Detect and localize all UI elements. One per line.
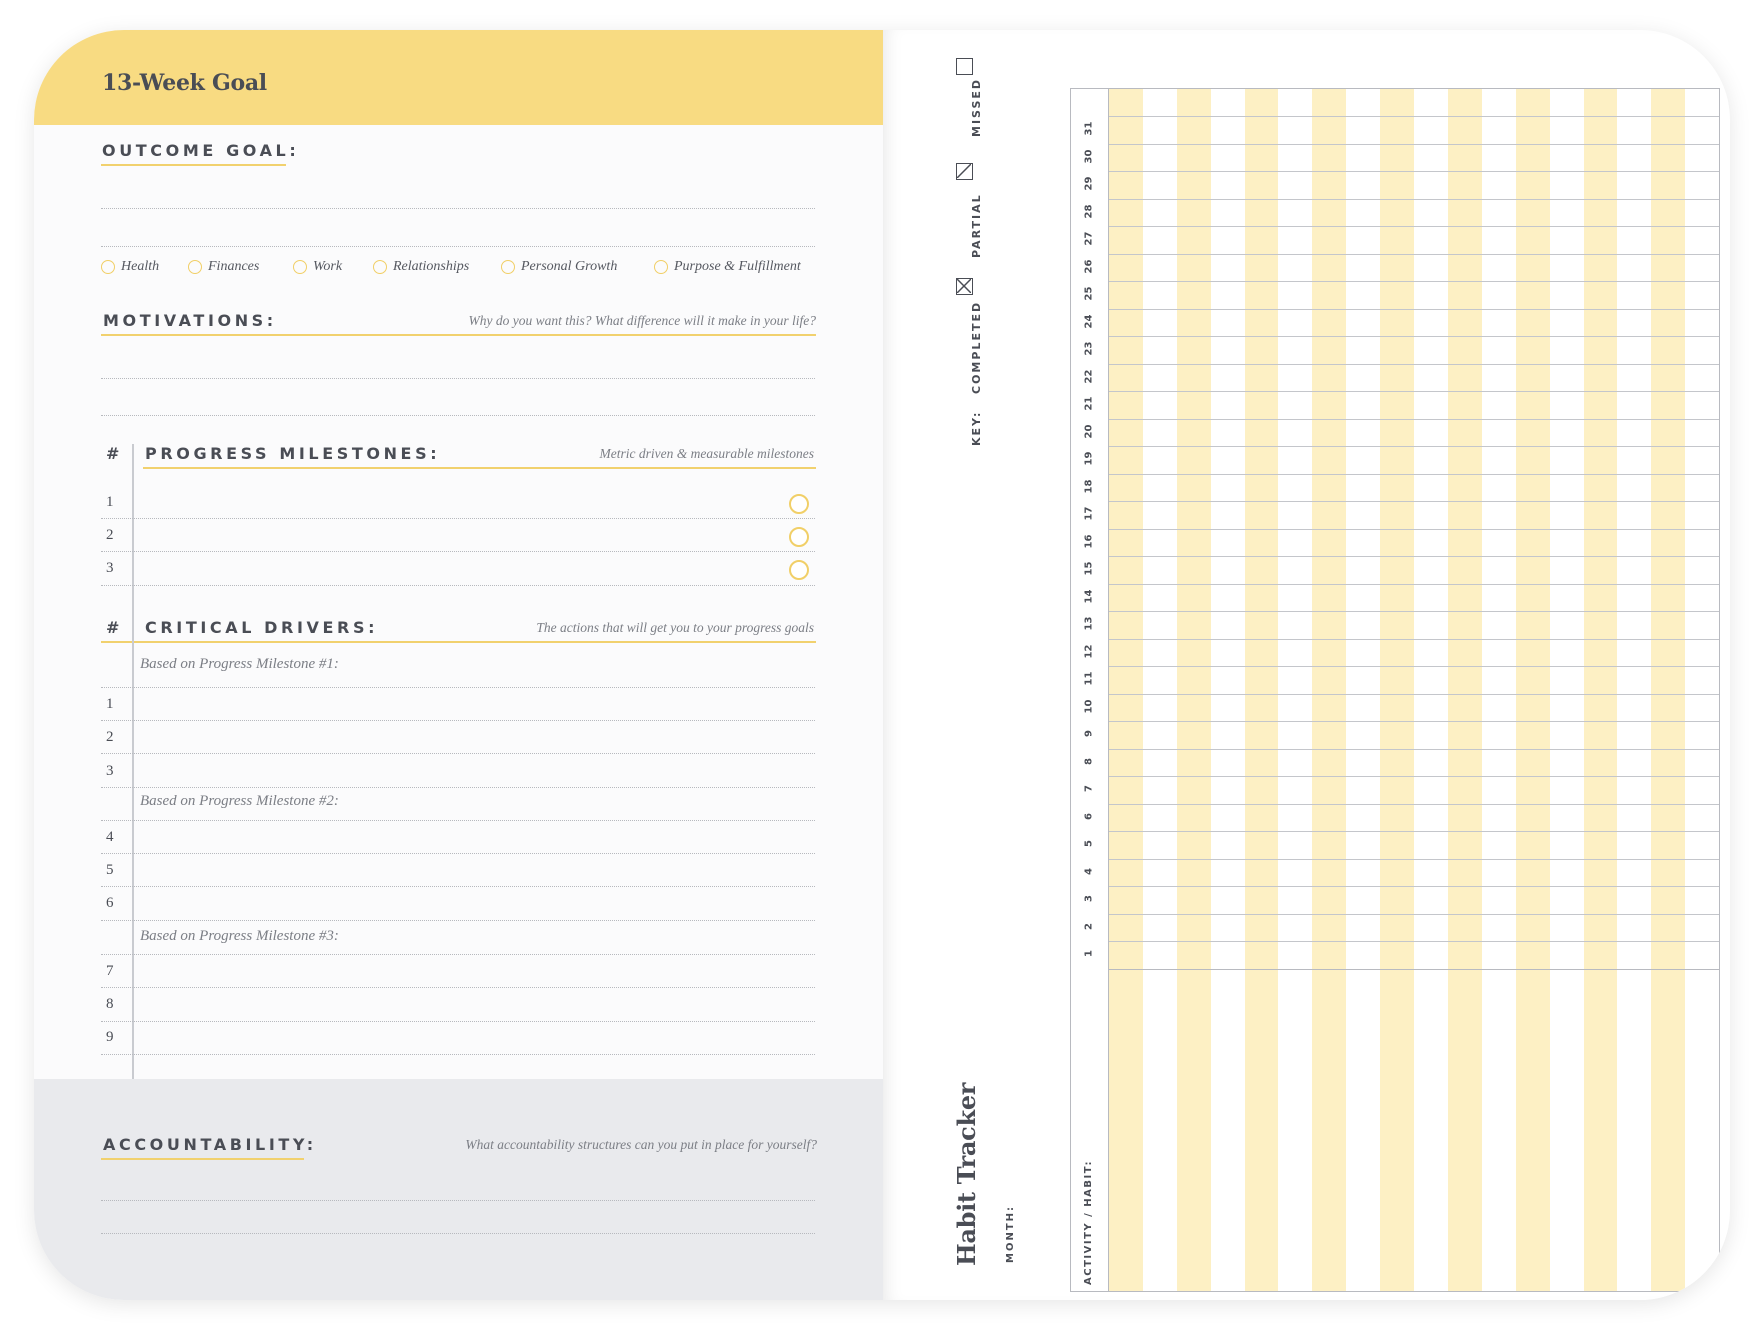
accountability-line[interactable] [101,1233,815,1234]
day-number: 21 [1083,396,1095,411]
goal-page [34,30,883,1300]
day-number: 17 [1083,506,1095,521]
day-row-line [1071,116,1719,117]
accountability-underline [101,1158,304,1160]
habit-column-stripe [1177,89,1211,1291]
area-option-health[interactable] [101,259,159,275]
day-number: 30 [1083,149,1095,163]
day-row-line [1071,914,1719,915]
completed-key-icon [956,278,973,295]
area-option-relationships[interactable] [373,259,469,275]
circle-checkbox-icon[interactable] [373,260,387,274]
habit-column-stripe [1245,89,1279,1291]
day-row-line [1071,941,1719,942]
driver-line[interactable] [101,753,815,754]
habit-column-stripe [1448,89,1482,1291]
driver-number: 2 [106,729,114,745]
day-number: 14 [1083,589,1095,603]
driver-number: 7 [106,963,114,979]
day-number: 2 [1083,922,1095,930]
milestone-check-icon[interactable] [789,494,809,514]
day-row-line [1071,419,1719,420]
planner-spread [34,30,1730,1300]
day-row-line [1071,776,1719,777]
day-number: 22 [1083,369,1095,383]
day-number: 4 [1083,867,1095,875]
day-row-line [1071,749,1719,750]
driver-line[interactable] [101,720,815,721]
day-number: 31 [1083,121,1095,136]
accountability-prompt: What accountability structures can you put in place for yourself? [465,1137,817,1152]
day-number: 26 [1083,259,1095,273]
day-number: 5 [1083,840,1095,847]
day-row-line [1071,611,1719,612]
driver-number: 9 [106,1029,114,1045]
motivations-heading: MOTIVATIONS: [103,311,277,330]
driver-line[interactable] [101,820,815,821]
outcome-goal-line[interactable] [101,208,815,209]
day-row-line [1071,831,1719,832]
milestone-check-icon[interactable] [789,560,809,580]
driver-line[interactable] [101,1054,815,1055]
outcome-goal-underline [101,164,286,166]
habit-grid[interactable] [1070,88,1720,1292]
day-row-line [1071,391,1719,392]
circle-checkbox-icon[interactable] [293,260,307,274]
habit-column-stripe [1380,89,1414,1291]
day-number: 29 [1083,176,1095,191]
driver-number: 3 [106,763,114,779]
day-row-line [1071,694,1719,695]
day-row-line [1071,886,1719,887]
day-row-line [1071,226,1719,227]
day-row-line [1071,556,1719,557]
circle-checkbox-icon[interactable] [501,260,515,274]
day-row-line [1071,254,1719,255]
day-number: 9 [1083,730,1095,737]
day-number: 12 [1083,644,1095,658]
day-row-line [1071,474,1719,475]
driver-number: 5 [106,862,114,878]
driver-number: 4 [106,829,114,845]
motivations-line[interactable] [101,378,815,379]
activity-habit-label: ACTIVITY / HABIT: [1083,1160,1094,1285]
driver-line[interactable] [101,787,815,788]
milestone-line[interactable] [101,518,815,519]
area-label: Work [313,259,343,274]
milestones-underline [143,467,816,469]
milestone-number: 3 [106,560,114,576]
day-row-line [1071,336,1719,337]
day-number: 23 [1083,341,1095,356]
driver-line[interactable] [101,886,815,887]
accountability-heading: ACCOUNTABILITY: [103,1135,317,1154]
area-option-purpose[interactable] [654,259,801,275]
circle-checkbox-icon[interactable] [654,260,668,274]
day-number: 18 [1083,479,1095,493]
key-completed-label: COMPLETED [970,300,983,394]
milestones-divider [132,444,134,618]
driver-number: 8 [106,996,114,1012]
critical-drivers-heading: CRITICAL DRIVERS: [145,618,379,637]
day-row-line [1071,199,1719,200]
motivations-underline [101,334,816,336]
month-label: MONTH: [1005,1204,1016,1263]
habit-column-stripe [1516,89,1550,1291]
driver-group-label: Based on Progress Milestone #2: [140,793,339,809]
driver-group-label: Based on Progress Milestone #3: [140,928,339,944]
day-row-line [1071,969,1719,971]
driver-line[interactable] [101,954,815,955]
outcome-goal-heading: OUTCOME GOAL: [102,141,300,160]
habit-column-stripe [1651,89,1685,1291]
key-missed-label: MISSED [970,77,983,137]
title-band [34,30,883,125]
day-number: 20 [1083,424,1095,438]
habit-tracker-title: Habit Tracker [952,1082,981,1266]
day-row-line [1071,529,1719,530]
area-label: Relationships [393,259,470,274]
area-label: Personal Growth [521,259,618,274]
outcome-goal-line[interactable] [101,246,815,247]
day-number: 1 [1083,950,1095,957]
day-number: 15 [1083,561,1095,576]
milestone-line[interactable] [101,551,815,552]
day-row-line [1071,639,1719,640]
day-number: 6 [1083,812,1095,820]
driver-line[interactable] [101,687,815,688]
drivers-prompt: The actions that will get you to your progress goals [536,620,814,635]
partial-key-icon [956,163,973,180]
day-row-line [1071,666,1719,667]
key-partial-label: PARTIAL [970,193,983,258]
habit-column-stripe [1109,89,1143,1291]
day-number-column [1071,89,1109,1291]
area-label: Finances [208,259,260,274]
day-number: 3 [1083,895,1095,902]
day-row-line [1071,501,1719,502]
accountability-line[interactable] [101,1200,815,1201]
page-title: 13-Week Goal [102,70,267,96]
day-number: 25 [1083,286,1095,301]
day-number: 24 [1083,314,1095,328]
day-row-line [1071,804,1719,805]
day-row-line [1071,859,1719,860]
milestone-number: 2 [106,527,114,543]
drivers-underline [101,641,816,643]
day-row-line [1071,584,1719,585]
progress-milestones-heading: PROGRESS MILESTONES: [145,444,441,463]
motivations-prompt: Why do you want this? What difference will it make in your life? [468,313,816,328]
driver-line[interactable] [101,920,815,921]
day-row-line [1071,144,1719,145]
motivations-line[interactable] [101,415,815,416]
day-number: 27 [1083,231,1095,246]
accountability-band [34,1079,883,1300]
area-option-finances[interactable] [188,259,259,275]
day-number: 19 [1083,451,1095,466]
habit-column-stripe [1584,89,1618,1291]
milestone-hash: # [106,444,120,463]
circle-checkbox-icon[interactable] [188,260,202,274]
day-number: 7 [1083,785,1095,792]
circle-checkbox-icon[interactable] [101,260,115,274]
area-label: Health [121,259,160,274]
day-number: 10 [1083,699,1095,713]
milestone-line[interactable] [101,585,815,586]
area-label: Purpose & Fulfillment [674,259,801,274]
day-number: 8 [1083,757,1095,765]
day-number: 13 [1083,616,1095,631]
milestones-prompt: Metric driven & measurable milestones [599,446,814,461]
driver-group-label: Based on Progress Milestone #1: [140,656,339,672]
day-number: 28 [1083,204,1095,218]
day-row-line [1071,281,1719,282]
day-row-line [1071,721,1719,722]
area-option-personal-growth[interactable] [501,259,617,275]
milestone-number: 1 [106,494,114,510]
day-row-line [1071,309,1719,310]
area-option-work[interactable] [293,259,342,275]
day-number: 16 [1083,534,1095,548]
driver-number: 1 [106,696,114,712]
milestone-check-icon[interactable] [789,527,809,547]
driver-line[interactable] [101,987,815,988]
day-row-line [1071,364,1719,365]
driver-line[interactable] [101,853,815,854]
day-row-line [1071,446,1719,447]
missed-key-icon [956,58,973,75]
driver-line[interactable] [101,1021,815,1022]
habit-column-stripe [1312,89,1346,1291]
drivers-hash: # [106,618,120,637]
day-row-line [1071,171,1719,172]
driver-number: 6 [106,895,114,911]
day-number: 11 [1083,671,1095,686]
key-label: KEY: [970,410,983,446]
